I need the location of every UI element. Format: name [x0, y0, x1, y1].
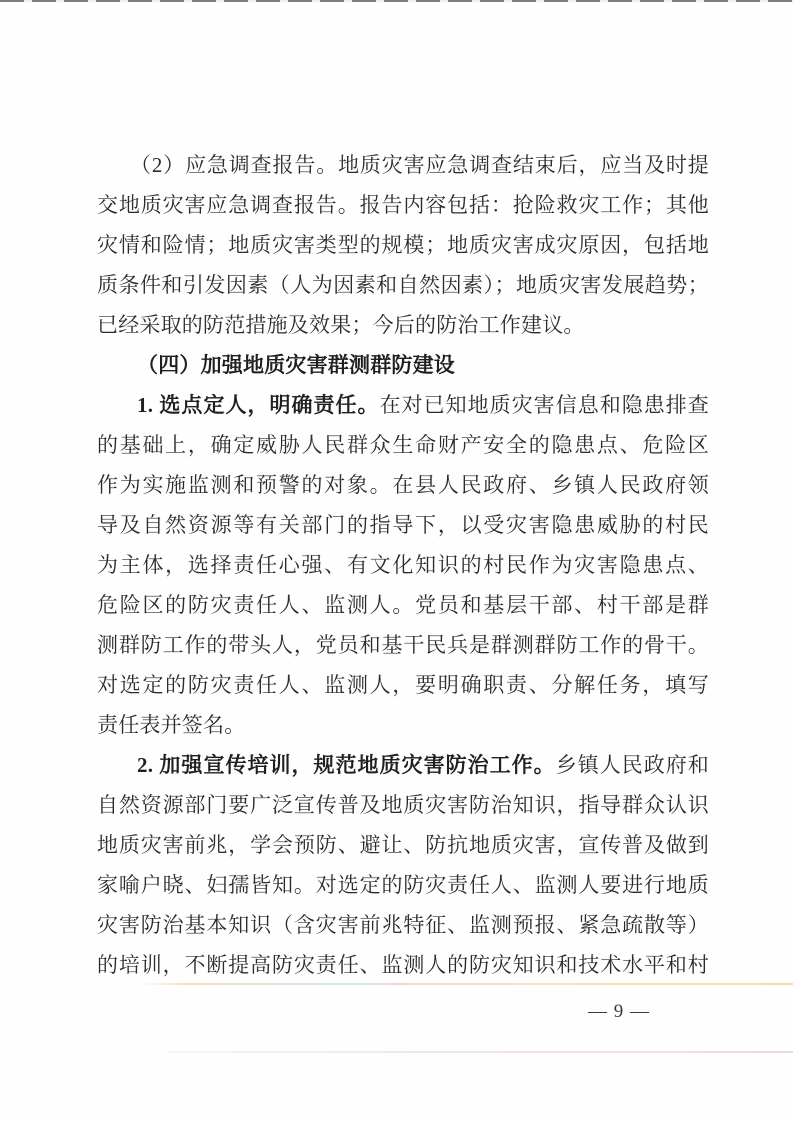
text-line — [97, 825, 709, 865]
text-segment: 地质灾害前兆，学会预防、避让、防抗地质灾害，宣传普及做到 — [97, 833, 709, 857]
text-line — [97, 745, 709, 785]
text-segment: 为主体，选择责任心强、有文化知识的村民作为灾害隐患点、 — [97, 553, 709, 577]
text-segment: 质条件和引发因素（人为因素和自然因素）；地质灾害发展趋势； — [97, 273, 709, 297]
text-line — [97, 785, 709, 825]
text-line — [97, 865, 709, 905]
text-segment: 家喻户晓、妇孺皆知。对选定的防灾责任人、监测人要进行地质 — [97, 873, 709, 897]
text-segment: 交地质灾害应急调查报告。报告内容包括：抢险救灾工作；其他 — [97, 193, 709, 217]
text-segment: 测群防工作的带头人，党员和基干民兵是群测群防工作的骨干。 — [97, 633, 709, 657]
text-line — [97, 905, 709, 945]
text-line — [97, 305, 709, 345]
text-segment: （2）应急调查报告。地质灾害应急调查结束后，应当及时提 — [130, 153, 709, 177]
text-segment: 导及自然资源等有关部门的指导下，以受灾害隐患威胁的村民 — [97, 513, 709, 537]
scan-artifact-line-bottom — [168, 1051, 793, 1053]
text-line — [97, 505, 709, 545]
bold-text-segment: （四）加强地质灾害群测群防建设 — [137, 353, 455, 377]
text-line — [97, 585, 709, 625]
text-segment: 对选定的防灾责任人、监测人，要明确职责、分解任务，填写 — [97, 673, 709, 697]
text-segment: 的基础上，确定威胁人民群众生命财产安全的隐患点、危险区 — [97, 433, 709, 457]
text-line — [97, 345, 709, 385]
page-number: — 9 — — [588, 1001, 650, 1022]
text-line — [97, 665, 709, 705]
text-line — [97, 425, 709, 465]
text-line — [97, 265, 709, 305]
text-line — [97, 385, 709, 425]
text-segment: 灾情和险情；地质灾害类型的规模；地质灾害成灾原因，包括地 — [97, 233, 709, 257]
text-segment: 作为实施监测和预警的对象。在县人民政府、乡镇人民政府领 — [97, 473, 709, 497]
text-line — [97, 705, 709, 745]
scan-edge-artifact-top — [0, 0, 793, 2]
scan-artifact-line-mid — [137, 983, 793, 985]
text-line — [97, 465, 709, 505]
text-segment: 的培训，不断提高防灾责任、监测人的防灾知识和技术水平和村 — [97, 953, 709, 977]
text-segment: 危险区的防灾责任人、监测人。党员和基层干部、村干部是群 — [97, 593, 709, 617]
text-line — [97, 145, 709, 185]
text-line — [97, 625, 709, 665]
text-line — [97, 945, 709, 985]
text-segment: 灾害防治基本知识（含灾害前兆特征、监测预报、紧急疏散等） — [97, 913, 709, 937]
text-segment: 在对已知地质灾害信息和隐患排查 — [379, 393, 709, 417]
text-segment: 乡镇人民政府和 — [555, 753, 709, 777]
text-segment: 自然资源部门要广泛宣传普及地质灾害防治知识，指导群众认识 — [97, 793, 709, 817]
text-segment: 已经采取的防范措施及效果；今后的防治工作建议。 — [97, 313, 585, 337]
document-body — [97, 145, 709, 985]
text-line — [97, 225, 709, 265]
bold-text-segment: 1. 选点定人，明确责任。 — [137, 393, 380, 417]
text-line — [97, 185, 709, 225]
text-segment: 责任表并签名。 — [97, 713, 246, 737]
bold-text-segment: 2. 加强宣传培训，规范地质灾害防治工作。 — [137, 753, 556, 777]
text-line — [97, 545, 709, 585]
